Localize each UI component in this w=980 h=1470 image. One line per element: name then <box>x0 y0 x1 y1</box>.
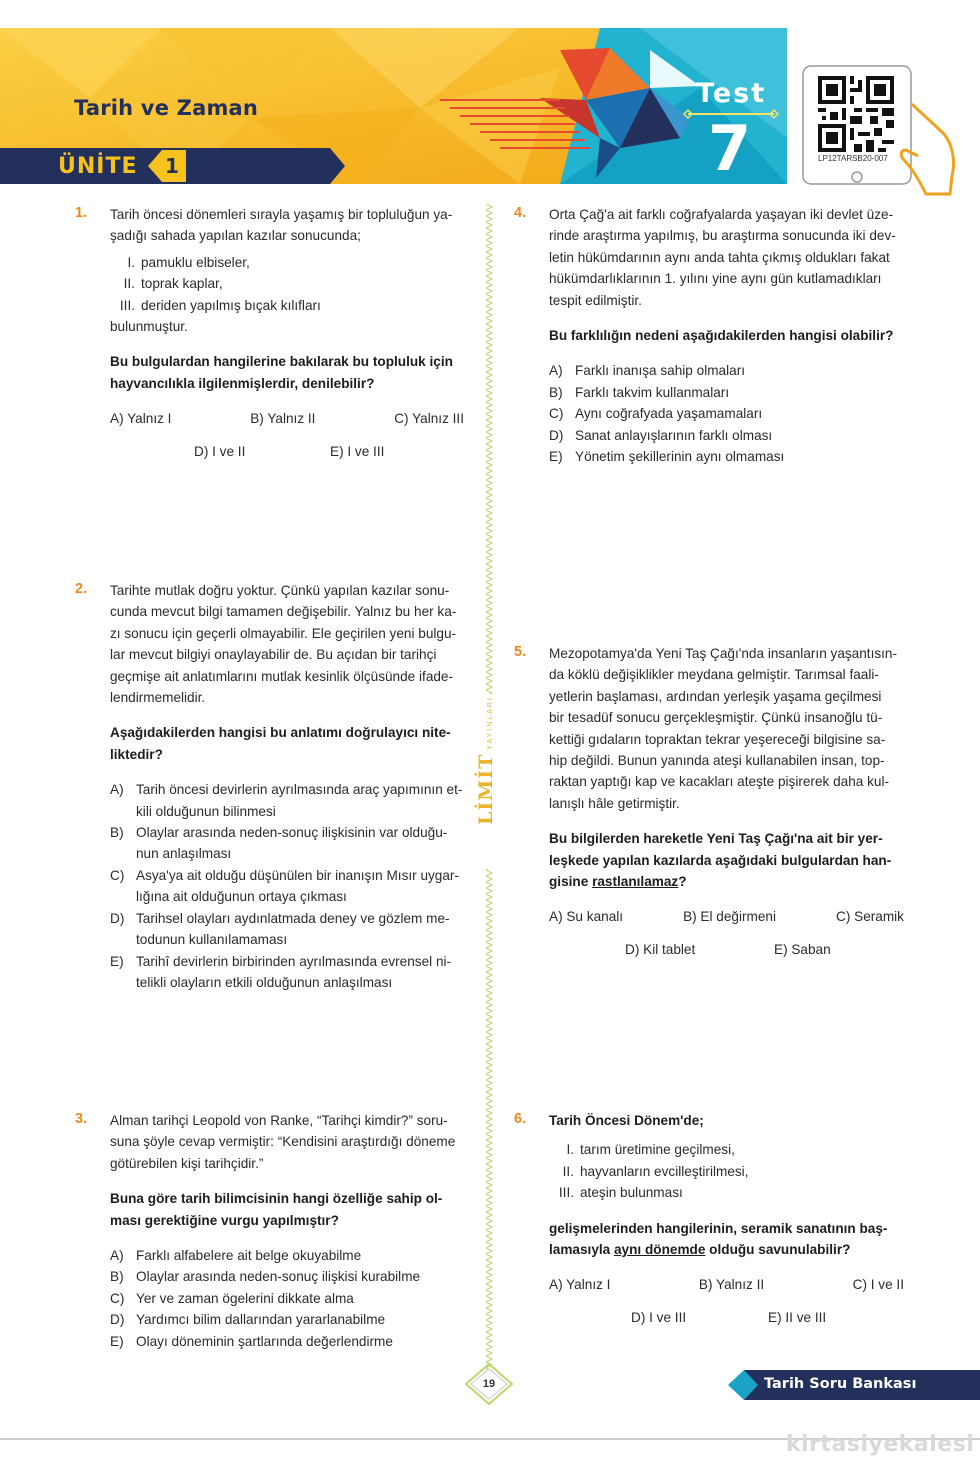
underlined-keyword: aynı dönemde <box>614 1242 706 1258</box>
option-b[interactable]: B) Olaylar arasında neden-sonuç ilişkisinin var olduğu- nun anlaşılması <box>110 825 448 862</box>
question-1-number: 1. <box>75 205 88 221</box>
question-3-number: 3. <box>75 1111 88 1127</box>
question-title: Tarih Öncesi Dönem'de; <box>549 1113 704 1128</box>
question-stem-line: Buna göre tarih bilimcisinin hangi özelliğe sahip ol- <box>110 1191 443 1207</box>
option-a[interactable]: A) Farklı alfabelere ait belge okuyabilme <box>110 1248 362 1264</box>
page-number: 19 <box>482 1378 496 1390</box>
test-number: 7 <box>708 112 752 185</box>
question-stem-line: hayvancılıkla ilgilenmişlerdir, denilebilir? <box>110 375 375 391</box>
option-c[interactable]: C) Seramik <box>836 909 904 925</box>
option-a[interactable]: A) Farklı inanışa sahip olmaları <box>549 363 745 379</box>
question-text-line: zı sonucu için geçerli olmayabilir. Ele geçirilen yeni bulgu- <box>110 625 457 641</box>
publisher-logo-sub: YAYINLARI <box>487 696 494 750</box>
question-text-line: Alman tarihçi Leopold von Ranke, “Tarihçi kimdir?” soru- <box>110 1113 448 1128</box>
question-text-line: geçmişe ait anlatımlarını mutlak kesinlik ölçüsünde ifade- <box>110 668 454 684</box>
test-label: Test <box>696 78 767 109</box>
book-title: Tarih Soru Bankası <box>764 1376 917 1392</box>
question-4-number: 4. <box>514 205 527 221</box>
roman-item: III. deriden yapılmış bıçak kılıfları <box>119 297 321 313</box>
question-stem-line: ması gerektiğine vurgu yapılmıştır? <box>110 1212 339 1228</box>
question-text-line: kettiği gıdaların topraktan tekrar yeşereceği bilgisine sa- <box>549 731 886 747</box>
option-d[interactable]: D) I ve II <box>194 443 246 459</box>
option-d[interactable]: D) Yardımcı bilim dallarından yararlanabilme <box>110 1312 386 1328</box>
question-2-number: 2. <box>75 581 88 597</box>
option-e[interactable]: E) Saban <box>774 941 831 957</box>
option-e[interactable]: E) Yönetim şekillerinin aynı olmaması <box>549 449 785 465</box>
qr-code-icon <box>818 76 894 152</box>
roman-item: II. toprak kaplar, <box>123 276 223 292</box>
options-row <box>549 939 904 960</box>
unite-label: ÜNİTE <box>58 154 138 179</box>
options-row <box>110 408 464 429</box>
option-a[interactable]: A) Tarih öncesi devirlerin ayrılmasında araç yapımının et- kili olduğunun bilinmesi <box>110 782 463 819</box>
option-b[interactable]: B) Olaylar arasında neden-sonuç ilişkisi kurabilme <box>110 1269 421 1285</box>
question-4 <box>549 204 904 467</box>
option-d[interactable]: D) Sanat anlayışlarının farklı olması <box>549 427 773 443</box>
roman-item: I. tarım üretimine geçilmesi, <box>566 1142 735 1158</box>
question-5-number: 5. <box>514 644 527 660</box>
question-text-line: da köklü değişiklikler meydana gelmiştir. Tarımsal faali- <box>549 667 879 683</box>
option-a[interactable]: A) Yalnız I <box>549 1277 611 1293</box>
question-stem-line: Aşağıdakilerden hangisi bu anlatımı doğrulayıcı nite- <box>110 725 451 741</box>
question-text-line: letin hükümdarının aynı anda tahta çıkmış oldukları fakat <box>549 249 890 265</box>
question-text-line: lendirmemelidir. <box>110 690 206 706</box>
option-e[interactable]: E) Tarihî devirlerin birbirinden ayrılmasında evrensel ni- telikli olayların etkili olduğunun anlaşılması <box>110 953 452 990</box>
question-stem-line: gelişmelerinden hangilerinin, seramik sanatının baş- <box>549 1220 888 1236</box>
option-d[interactable]: D) Tarihsel olayları aydınlatmada deney ve gözlem me- todunun kullanılamaması <box>110 910 450 948</box>
question-text-line: suna şöyle cevap vermiştir: “Kendisini araştırdığı döneme <box>110 1134 456 1150</box>
qr-tablet[interactable] <box>800 64 960 199</box>
question-5 <box>549 643 904 960</box>
question-stem-line: Bu bilgilerden hareketle Yeni Taş Çağı'na ait bir yer- <box>549 831 883 847</box>
question-text-line: Tarihte mutlak doğru yoktur. Çünkü yapılan kazılar sonu- <box>110 583 450 598</box>
question-text-line: şadığı sahada yapılan kazılar sonucunda; <box>110 228 361 244</box>
question-stem-line: leşkede yapılan kazılarda aşağıdaki bulgulardan han- <box>549 852 892 868</box>
option-a[interactable]: A) Su kanalı <box>549 909 624 925</box>
option-e[interactable]: E) II ve III <box>768 1309 827 1325</box>
question-2 <box>110 580 464 993</box>
question-text-line: Tarih öncesi dönemleri sırayla yaşamış bir topluluğun ya- <box>110 207 453 222</box>
option-c[interactable]: C) Yer ve zaman ögelerini dikkate alma <box>110 1290 354 1306</box>
option-b[interactable]: B) Yalnız II <box>698 1277 765 1293</box>
option-b[interactable]: B) Farklı takvim kullanmaları <box>549 384 730 400</box>
option-c[interactable]: C) Asya'ya ait olduğu düşünülen bir inanışın Mısır uygar- lığına ait olduğunun ortaya çıkması <box>110 867 459 905</box>
qr-code-text: LP12TARSB20-007 <box>818 154 888 163</box>
option-e[interactable]: E) I ve III <box>330 443 385 459</box>
options-row <box>549 1274 904 1295</box>
question-text-line: raktan yaptığı kap ve kacakları ateşte pişirerek daha kul- <box>549 774 890 790</box>
roman-item: I. pamuklu elbiseler, <box>127 254 250 270</box>
question-text-line: Mezopotamya'da Yeni Taş Çağı'nda insanların yaşantısın- <box>549 646 898 661</box>
question-text-line: tespit edilmiştir. <box>549 292 642 308</box>
question-stem-line: gisine rastlanılamaz? <box>549 874 687 890</box>
publisher-logo <box>475 696 505 825</box>
question-text-line: lar mevcut bilgiyi onaylayabilir de. Bu açıdan bir tarihçi <box>110 647 437 663</box>
question-text-line: lanışlı hâle getirmiştir. <box>549 795 680 811</box>
question-6-number: 6. <box>514 1111 527 1127</box>
question-text-line: yetlerin başlaması, ardından yerleşik yaşama geçilmesi <box>549 688 882 704</box>
option-d[interactable]: D) Kil tablet <box>625 941 696 957</box>
question-text-line: hükümdarlıklarının 1. yılını yine aynı gün kutlamadıkları <box>549 271 882 287</box>
question-text-line: bir tesadüf sonucu gerçekleşmiştir. Çünkü insanoğlu tü- <box>549 710 883 726</box>
option-c[interactable]: C) Yalnız III <box>394 411 464 427</box>
question-stem-line: lamasıyla aynı dönemde olduğu savunulabilir? <box>549 1242 851 1258</box>
options-row <box>549 1307 904 1328</box>
question-stem-line: Bu farklılığın nedeni aşağıdakilerden hangisi olabilir? <box>549 328 894 344</box>
question-text-line: götürebilen kişi tarihçidir.” <box>110 1155 264 1171</box>
underlined-keyword: rastlanılamaz <box>592 874 679 890</box>
roman-item: III. ateşin bulunması <box>558 1185 683 1201</box>
option-c[interactable]: C) I ve II <box>852 1277 904 1293</box>
roman-item: II. hayvanların evcilleştirilmesi, <box>562 1163 749 1179</box>
watermark: kirtasiyekalesi <box>786 1432 975 1457</box>
option-b[interactable]: B) El değirmeni <box>683 909 776 925</box>
unite-number: 1 <box>165 154 179 178</box>
publisher-logo-main: LİMİT <box>475 753 497 825</box>
question-3 <box>110 1110 464 1352</box>
options-row <box>549 906 904 927</box>
option-d[interactable]: D) I ve III <box>631 1309 687 1325</box>
question-6 <box>549 1110 904 1328</box>
question-text-line: hip değildi. Bunun yanında ateşi kullanabilen insan, top- <box>549 753 885 769</box>
options-row <box>110 441 464 462</box>
question-text-line: Orta Çağ'a ait farklı coğrafyalarda yaşayan iki devlet üze- <box>549 207 894 222</box>
question-text-line: rinde araştırma yapılmış, bu araştırma sonucunda iki dev- <box>549 228 896 244</box>
question-after-text: bulunmuştur. <box>110 319 188 335</box>
option-c[interactable]: C) Aynı coğrafyada yaşamamaları <box>549 406 763 422</box>
option-e[interactable]: E) Olayı döneminin şartlarında değerlendirme <box>110 1333 393 1349</box>
question-text-line: cunda mevcut bilgi tamamen değişebilir. Yalnız bu her ka- <box>110 604 457 620</box>
option-b[interactable]: B) Yalnız II <box>250 411 316 427</box>
question-stem-line: Bu bulgulardan hangilerine bakılarak bu topluluk için <box>110 354 453 370</box>
question-1 <box>110 204 464 462</box>
question-stem-line: liktedir? <box>110 746 163 762</box>
unit-title: Tarih ve Zaman <box>74 96 259 120</box>
option-a[interactable]: A) Yalnız I <box>110 411 172 427</box>
